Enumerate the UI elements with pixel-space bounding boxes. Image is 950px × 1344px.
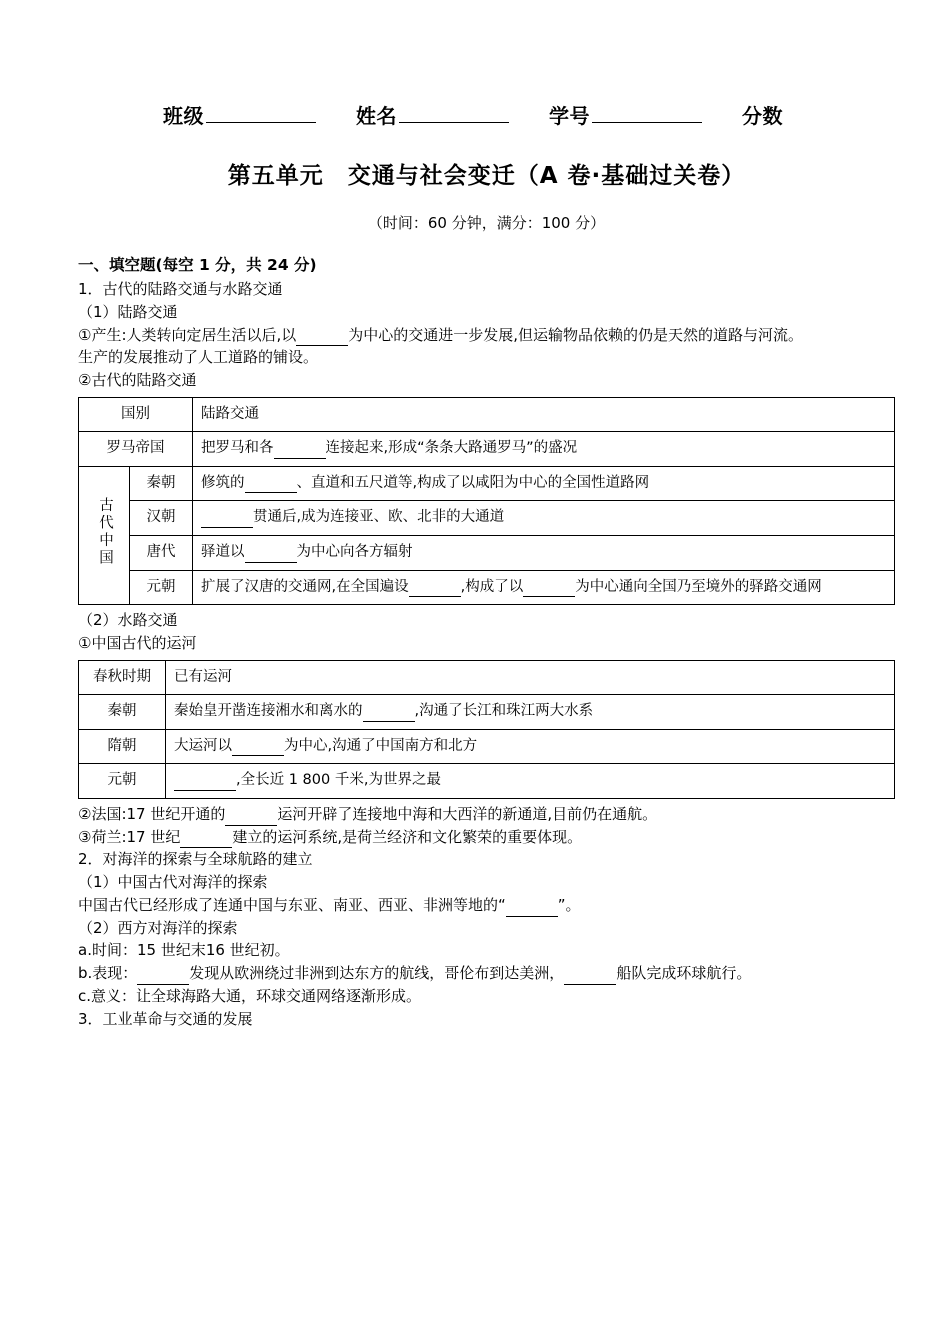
paragraph-1a: [78, 325, 895, 347]
item-2-2: （2）西方对海洋的探索: [78, 918, 238, 937]
class-blank[interactable]: [206, 104, 316, 123]
item-1-2: （2）水路交通: [78, 611, 178, 630]
tang-text-b: 为中心向各方辐射: [296, 544, 413, 560]
country-rome: 罗马帝国: [79, 432, 193, 467]
period-chunqiu: 春秋时期: [79, 660, 166, 695]
paragraph-3: ①中国古代的运河: [78, 633, 197, 652]
yuan-canal-b: ,全长近 1 800 千米,为世界之最: [236, 772, 441, 789]
answer-blank[interactable]: [296, 331, 348, 346]
class-field: [163, 100, 316, 129]
student-id-label: 学号: [549, 104, 590, 128]
qin-text-b: 、直道和五尺道等,构成了以咸阳为中心的全国性道路网: [296, 474, 650, 491]
table-row: [79, 729, 895, 764]
paragraph-7: a.时间：15 世纪末16 世纪初。: [78, 941, 290, 960]
paragraph-5: [78, 827, 895, 849]
student-id-blank[interactable]: [592, 104, 702, 123]
page-title: 第五单元 交通与社会变迁（A 卷·基础过关卷）: [227, 163, 746, 189]
student-id-field: [549, 100, 702, 129]
paragraph-9: c.意义：让全球海路大通，环球交通网络逐渐形成。: [78, 986, 422, 1005]
yuan-text-c: 为中心通向全国乃至境外的驿路交通网: [575, 578, 822, 595]
header-country: 国别: [79, 397, 193, 432]
answer-blank[interactable]: [180, 833, 232, 848]
table-row: [79, 570, 895, 605]
answer-blank[interactable]: [245, 548, 297, 563]
table-row: [79, 660, 895, 695]
answer-blank[interactable]: [174, 776, 236, 791]
p5-text-a: ③荷兰:17 世纪: [78, 827, 181, 846]
cell-han-text: [193, 501, 895, 536]
table-row: [79, 397, 895, 432]
cell-rome-text: [193, 432, 895, 467]
qin-text-a: 修筑的: [201, 474, 245, 491]
student-info-header: [78, 100, 895, 129]
answer-blank[interactable]: [201, 513, 253, 528]
table-row: [79, 432, 895, 467]
p5-text-b: 建立的运河系统,是荷兰经济和文化繁荣的重要体现。: [232, 827, 583, 846]
p8-text-c: 船队完成环球航行。: [616, 964, 752, 983]
name-label: 姓名: [356, 104, 397, 128]
qin-canal-a: 秦始皇开凿连接湘水和离水的: [174, 703, 363, 720]
dynasty-tang: 唐代: [130, 536, 193, 571]
answer-blank[interactable]: [523, 582, 575, 597]
rome-text-b: 连接起来,形成“条条大路通罗马”的盛况: [325, 440, 578, 457]
answer-blank[interactable]: [225, 811, 277, 826]
period-sui: 隋朝: [79, 729, 166, 764]
paragraph-8: [78, 963, 895, 985]
answer-blank[interactable]: [137, 970, 189, 985]
answer-blank[interactable]: [232, 741, 284, 756]
table-canals: [78, 660, 895, 799]
answer-blank[interactable]: [409, 582, 461, 597]
cell-chunqiu-text: 已有运河: [166, 660, 895, 695]
header-land-traffic: 陆路交通: [193, 397, 895, 432]
item-2: 2．对海洋的探索与全球航路的建立: [78, 850, 313, 869]
item-1-1: （1）陆路交通: [78, 302, 178, 321]
tang-text-a: 驿道以: [201, 544, 245, 560]
p4-text-a: ②法国:17 世纪开通的: [78, 804, 226, 823]
cell-sui-canal: [166, 729, 895, 764]
item-3: 3．工业革命与交通的发展: [78, 1009, 253, 1028]
table-row: [79, 501, 895, 536]
period-qin: 秦朝: [79, 695, 166, 730]
cell-qin-text: [193, 466, 895, 501]
exam-info: （时间：60 分钟，满分：100 分）: [367, 214, 606, 232]
p1-text-a: ①产生:人类转向定居生活以后,以: [78, 325, 297, 344]
sui-canal-b: 为中心,沟通了中国南方和北方: [284, 737, 478, 754]
score-field: [742, 100, 783, 129]
p8-text-a: b.表现：: [78, 964, 138, 983]
rome-text-a: 把罗马和各: [201, 440, 274, 457]
cell-yuan-canal: [166, 764, 895, 799]
answer-blank[interactable]: [506, 902, 558, 917]
cell-yuan-text: [193, 570, 895, 605]
p6-text-b: ”。: [557, 895, 581, 914]
dynasty-yuan: 元朝: [130, 570, 193, 605]
answer-blank[interactable]: [363, 707, 415, 722]
class-label: 班级: [163, 104, 204, 128]
answer-blank[interactable]: [564, 970, 616, 985]
p6-text-a: 中国古代已经形成了连通中国与东亚、南亚、西亚、非洲等地的“: [78, 895, 506, 914]
p8-text-b: 发现从欧洲绕过非洲到达东方的航线，哥伦布到达美洲，: [189, 964, 565, 983]
answer-blank[interactable]: [274, 444, 326, 459]
p1-text-b: 为中心的交通进一步发展,但运输物品依赖的仍是天然的道路与河流。: [348, 325, 804, 344]
score-label: 分数: [742, 104, 783, 128]
yuan-text-a: 扩展了汉唐的交通网,在全国遍设: [201, 578, 409, 595]
dynasty-qin: 秦朝: [130, 466, 193, 501]
item-1: 1．古代的陆路交通与水路交通: [78, 280, 283, 298]
paragraph-4: [78, 804, 895, 826]
paragraph-6: [78, 895, 895, 917]
yuan-text-b: ,构成了以: [460, 578, 524, 595]
item-2-1: （1）中国古代对海洋的探索: [78, 873, 268, 892]
table-row: [79, 466, 895, 501]
dynasty-han: 汉朝: [130, 501, 193, 536]
sui-canal-a: 大运河以: [174, 737, 232, 754]
cell-qin-canal: [166, 695, 895, 730]
p4-text-b: 运河开辟了连接地中海和大西洋的新通道,目前仍在通航。: [277, 804, 658, 823]
period-yuan: 元朝: [79, 764, 166, 799]
paragraph-2: ②古代的陆路交通: [78, 371, 197, 389]
name-blank[interactable]: [399, 104, 509, 123]
name-field: [356, 100, 509, 129]
country-ancient-china: 古代中国: [79, 466, 130, 604]
table-row: [79, 536, 895, 571]
paragraph-1b: 生产的发展推动了人工道路的铺设。: [78, 348, 319, 367]
table-land-routes: [78, 397, 895, 605]
qin-canal-b: ,沟通了长江和珠江两大水系: [414, 703, 594, 720]
table-row: [79, 695, 895, 730]
answer-blank[interactable]: [245, 478, 297, 493]
cell-tang-text: [193, 536, 895, 571]
han-text-b: 贯通后,成为连接亚、欧、北非的大通道: [253, 509, 505, 526]
table-row: [79, 764, 895, 799]
section-heading-fill-in-blank: 一、填空题(每空 1 分，共 24 分): [78, 256, 317, 274]
